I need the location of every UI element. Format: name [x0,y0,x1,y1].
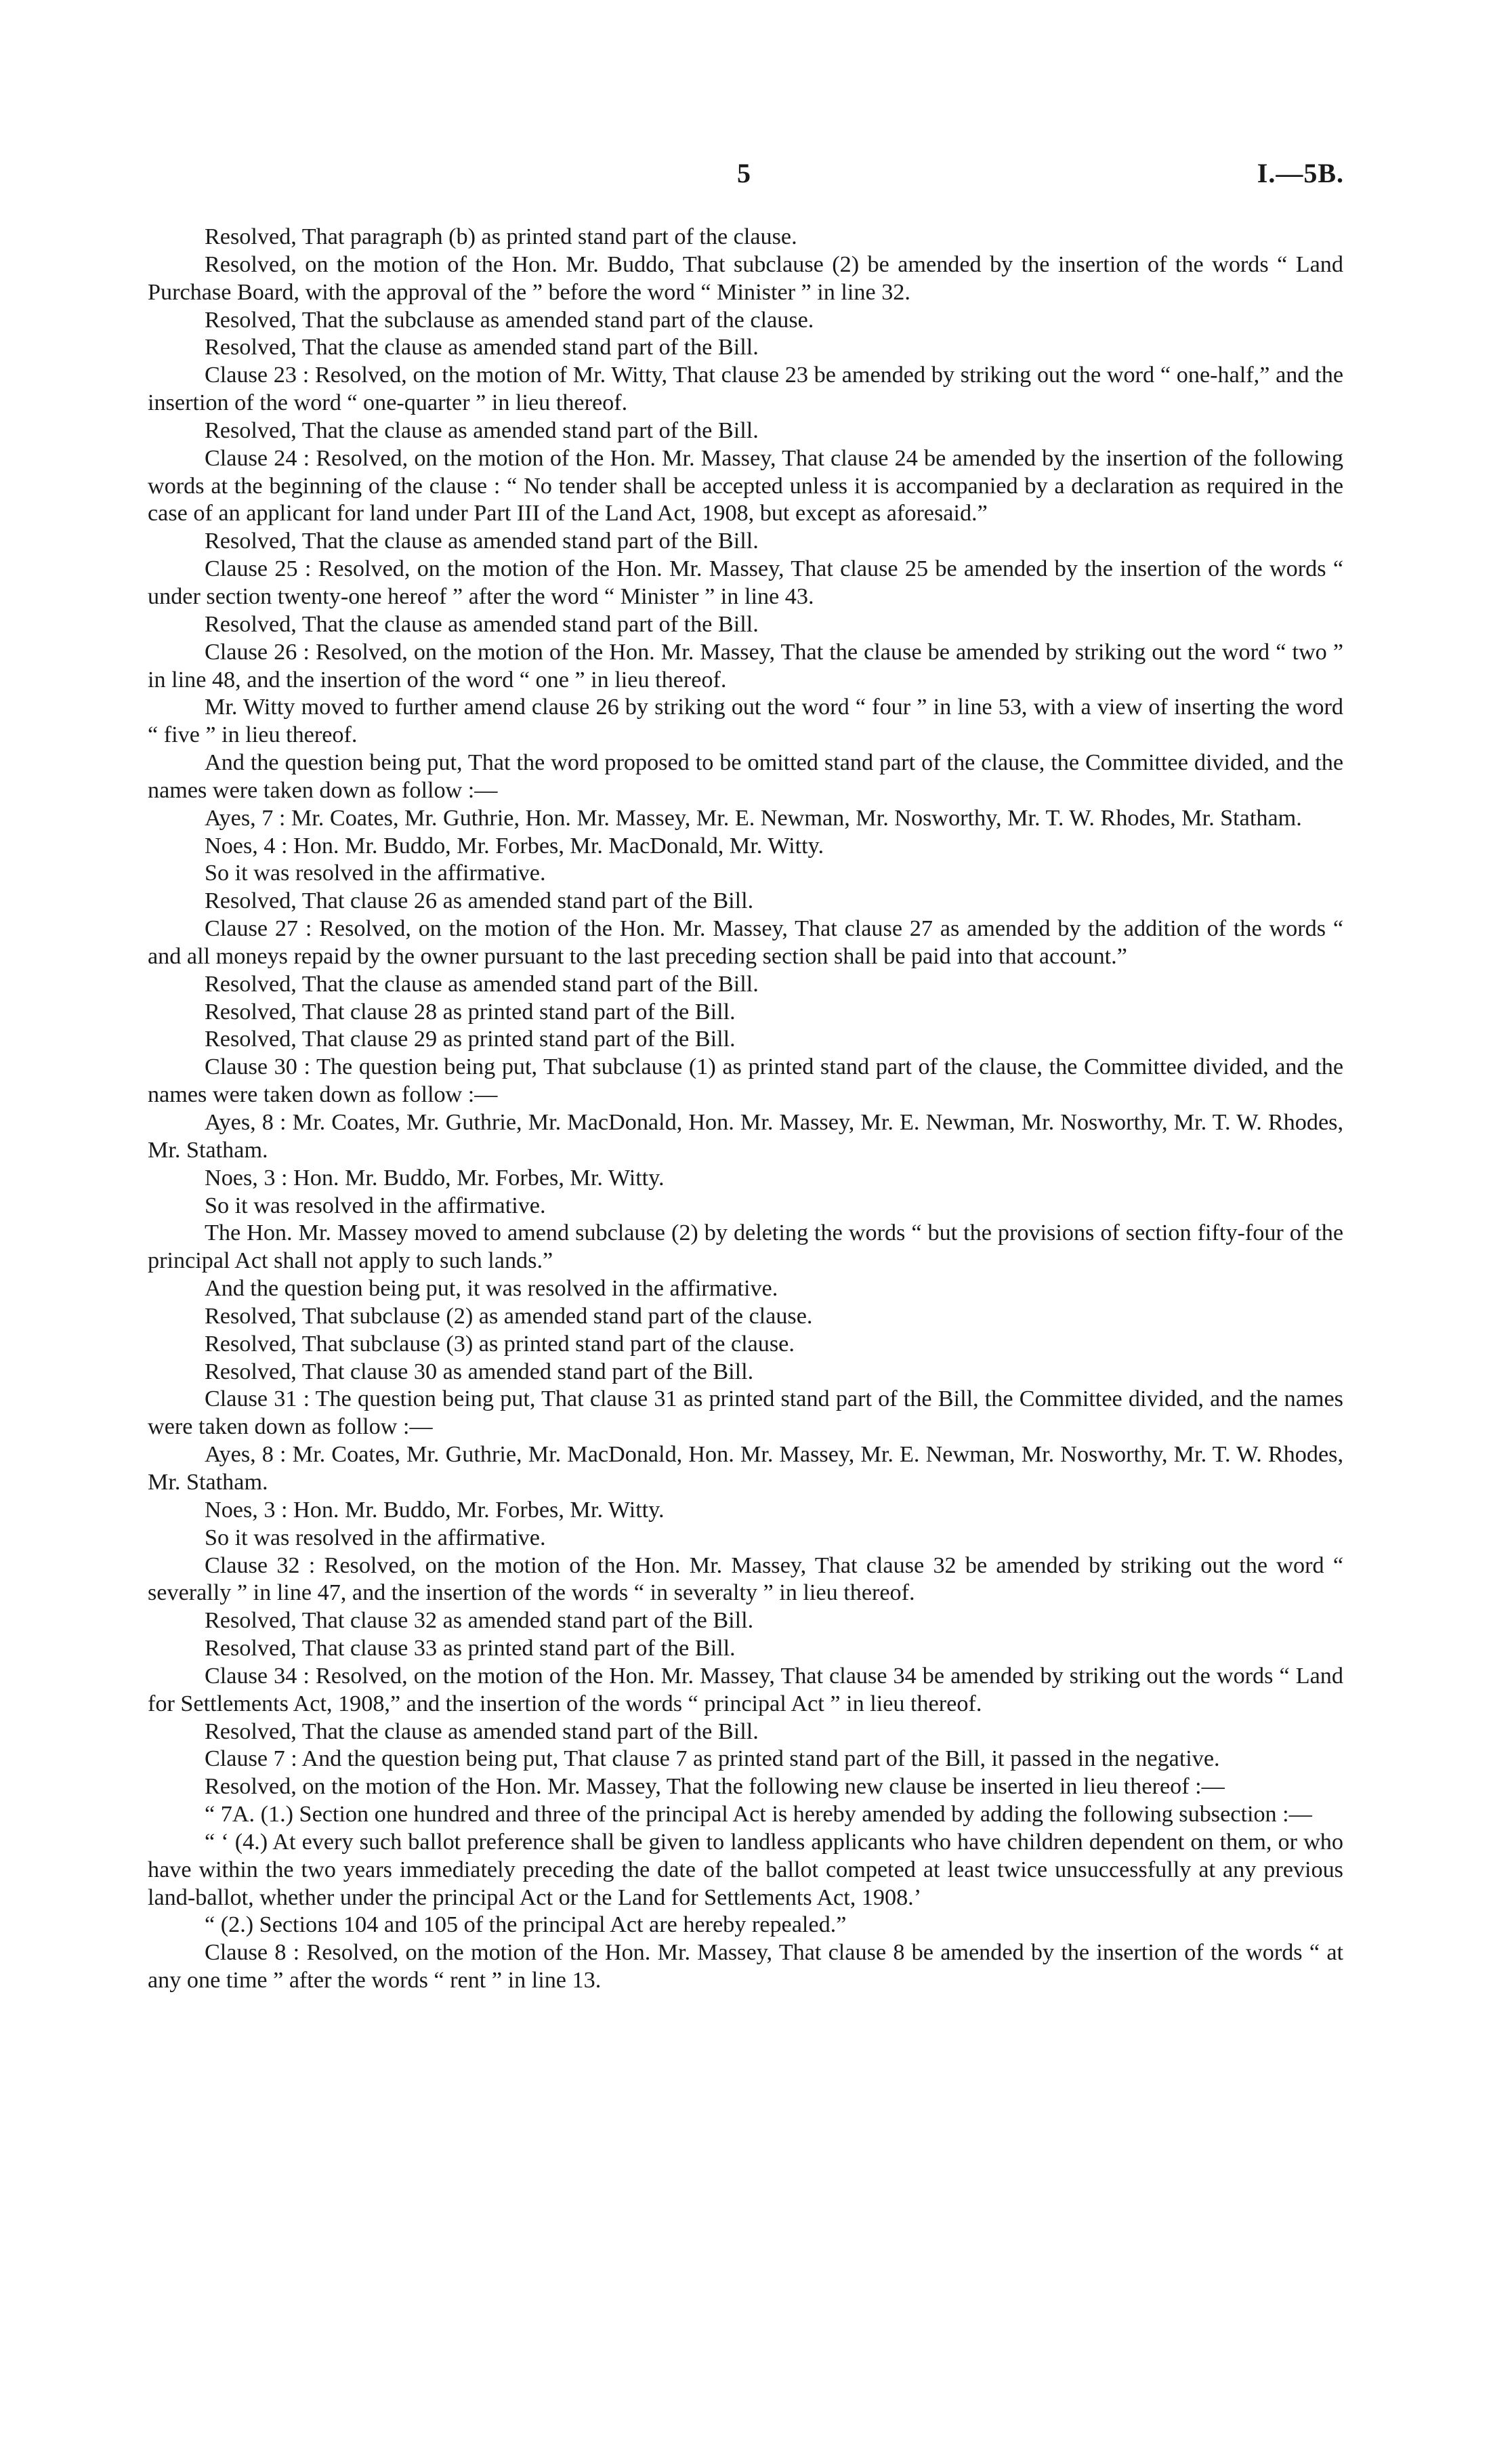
paragraph: And the question being put, That the word proposed to be omitted stand part of the clause, the Committee divided, and the names were taken down as follow :— [148,750,1343,803]
paragraph: Clause 25 : Resolved, on the motion of the Hon. Mr. Massey, That clause 25 be amended by the insertion of the words “ under section twenty-one hereof ” after the word “ Minister ” in line 43. [148,556,1343,609]
paragraph: Resolved, That the clause as amended stand part of the Bill. [205,971,759,997]
paragraph: Clause 32 : Resolved, on the motion of the Hon. Mr. Massey, That clause 32 be amended by striking out the word “ severally ” in line 47, and the insertion of the words “ in severalty ” in lieu thereof. [148,1552,1343,1606]
paragraph: Resolved, That the clause as amended stand part of the Bill. [205,417,759,443]
paragraph: Clause 7 : And the question being put, That clause 7 as printed stand part of the Bill, it passed in the negative. [205,1746,1220,1772]
paragraph: The Hon. Mr. Massey moved to amend subclause (2) by deleting the words “ but the provisions of section fifty-four of the principal Act shall not apply to such lands.” [148,1220,1343,1274]
paragraph: Resolved, That the subclause as amended stand part of the clause. [205,307,814,333]
paragraph: Resolved, That subclause (3) as printed stand part of the clause. [205,1331,795,1357]
paragraph: Clause 8 : Resolved, on the motion of the Hon. Mr. Massey, That clause 8 be amended by the insertion of the words “ at any one time ” after the words “ rent ” in line 13. [148,1940,1343,1994]
paragraph: “ (2.) Sections 104 and 105 of the principal Act are hereby repealed.” [205,1912,847,1938]
paragraph: Noes, 4 : Hon. Mr. Buddo, Mr. Forbes, Mr. MacDonald, Mr. Witty. [205,833,824,859]
paragraph: Noes, 3 : Hon. Mr. Buddo, Mr. Forbes, Mr. Witty. [205,1497,665,1523]
paragraph: Resolved, on the motion of the Hon. Mr. Buddo, That subclause (2) be amended by the insertion of the words “ Land Purchase Board, with the approval of the ” before the word “ Minister ” in line 32. [148,251,1343,305]
paragraph: Resolved, That the clause as amended stand part of the Bill. [205,529,759,554]
paragraph: And the question being put, it was resolved in the affirmative. [205,1276,778,1302]
paragraph: Clause 26 : Resolved, on the motion of the Hon. Mr. Massey, That the clause be amended by striking out the word “ two ” in line 48, and the insertion of the word “ one ” in lieu thereof. [148,639,1343,693]
paragraph: Resolved, That paragraph (b) as printed stand part of the clause. [205,224,797,249]
paragraph: So it was resolved in the affirmative. [205,861,546,886]
page-number: 5 [737,158,751,188]
paragraph: Mr. Witty moved to further amend clause 26 by striking out the word “ four ” in line 53, with a view of inserting the word “ five ” in lieu thereof. [148,695,1343,748]
minutes-body [148,224,1343,1995]
paragraph: Resolved, That subclause (2) as amended stand part of the clause. [205,1303,813,1329]
paragraph: Clause 24 : Resolved, on the motion of the Hon. Mr. Massey, That clause 24 be amended by the insertion of the following words at the beginning of the clause : “ No tender shall be accepted unless it is accompanied by a declaration as required in the case of an applicant for land under Part III of the Land Act, 1908, but except as aforesaid.” [148,445,1343,526]
paragraph: Resolved, That the clause as amended stand part of the Bill. [205,611,759,637]
paragraph: Clause 23 : Resolved, on the motion of Mr. Witty, That clause 23 be amended by striking out the word “ one-half,” and the insertion of the word “ one-quarter ” in lieu thereof. [148,363,1343,416]
paragraph: “ 7A. (1.) Section one hundred and three of the principal Act is hereby amended by adding the following subsection :— [205,1802,1312,1828]
paragraph: Resolved, That clause 32 as amended stand part of the Bill. [205,1608,754,1634]
paragraph: Noes, 3 : Hon. Mr. Buddo, Mr. Forbes, Mr. Witty. [205,1165,665,1191]
paragraph: Resolved, That clause 29 as printed stand part of the Bill. [205,1027,736,1052]
paragraph: Resolved, That clause 30 as amended stand part of the Bill. [205,1359,754,1384]
paragraph: Ayes, 7 : Mr. Coates, Mr. Guthrie, Hon. Mr. Massey, Mr. E. Newman, Mr. Nosworthy, Mr. T. W. Rhodes, Mr. Statham. [205,805,1302,831]
paragraph: Resolved, That the clause as amended stand part of the Bill. [205,335,759,360]
paragraph: Clause 30 : The question being put, That subclause (1) as printed stand part of the clause, the Committee divided, and the names were taken down as follow :— [148,1054,1343,1108]
document-reference: I.—5B. [1257,158,1344,188]
paragraph: Ayes, 8 : Mr. Coates, Mr. Guthrie, Mr. MacDonald, Hon. Mr. Massey, Mr. E. Newman, Mr. Nosworthy, Mr. T. W. Rhodes, Mr. Statham. [148,1110,1343,1163]
paragraph: So it was resolved in the affirmative. [205,1193,546,1218]
paragraph: Resolved, That clause 28 as printed stand part of the Bill. [205,999,736,1025]
paragraph: So it was resolved in the affirmative. [205,1525,546,1550]
paragraph: Clause 34 : Resolved, on the motion of the Hon. Mr. Massey, That clause 34 be amended by striking out the words “ Land for Settlements Act, 1908,” and the insertion of the words “ principal Act ” in lieu thereof. [148,1663,1343,1716]
paragraph: Ayes, 8 : Mr. Coates, Mr. Guthrie, Mr. MacDonald, Hon. Mr. Massey, Mr. E. Newman, Mr. Nosworthy, Mr. T. W. Rhodes, Mr. Statham. [148,1442,1343,1495]
paragraph: Resolved, That clause 33 as printed stand part of the Bill. [205,1636,736,1661]
paragraph: Clause 27 : Resolved, on the motion of the Hon. Mr. Massey, That clause 27 as amended by the addition of the words “ and all moneys repaid by the owner pursuant to the last preceding section shall be paid into that account.” [148,916,1343,969]
paragraph: Resolved, That the clause as amended stand part of the Bill. [205,1718,759,1744]
paragraph: “ ‘ (4.) At every such ballot preference shall be given to landless applicants who have children dependent on them, or who have within the two years immediately preceding the date of the ballot competed at least twice unsuccessfully at any previous land-ballot, whether under the principal Act or the Land for Settlements Act, 1908.’ [148,1829,1343,1910]
paragraph: Resolved, on the motion of the Hon. Mr. Massey, That the following new clause be inserted in lieu thereof :— [205,1774,1225,1800]
paragraph: Resolved, That clause 26 as amended stand part of the Bill. [205,888,754,914]
paragraph: Clause 31 : The question being put, That clause 31 as printed stand part of the Bill, the Committee divided, and the names were taken down as follow :— [148,1386,1343,1440]
